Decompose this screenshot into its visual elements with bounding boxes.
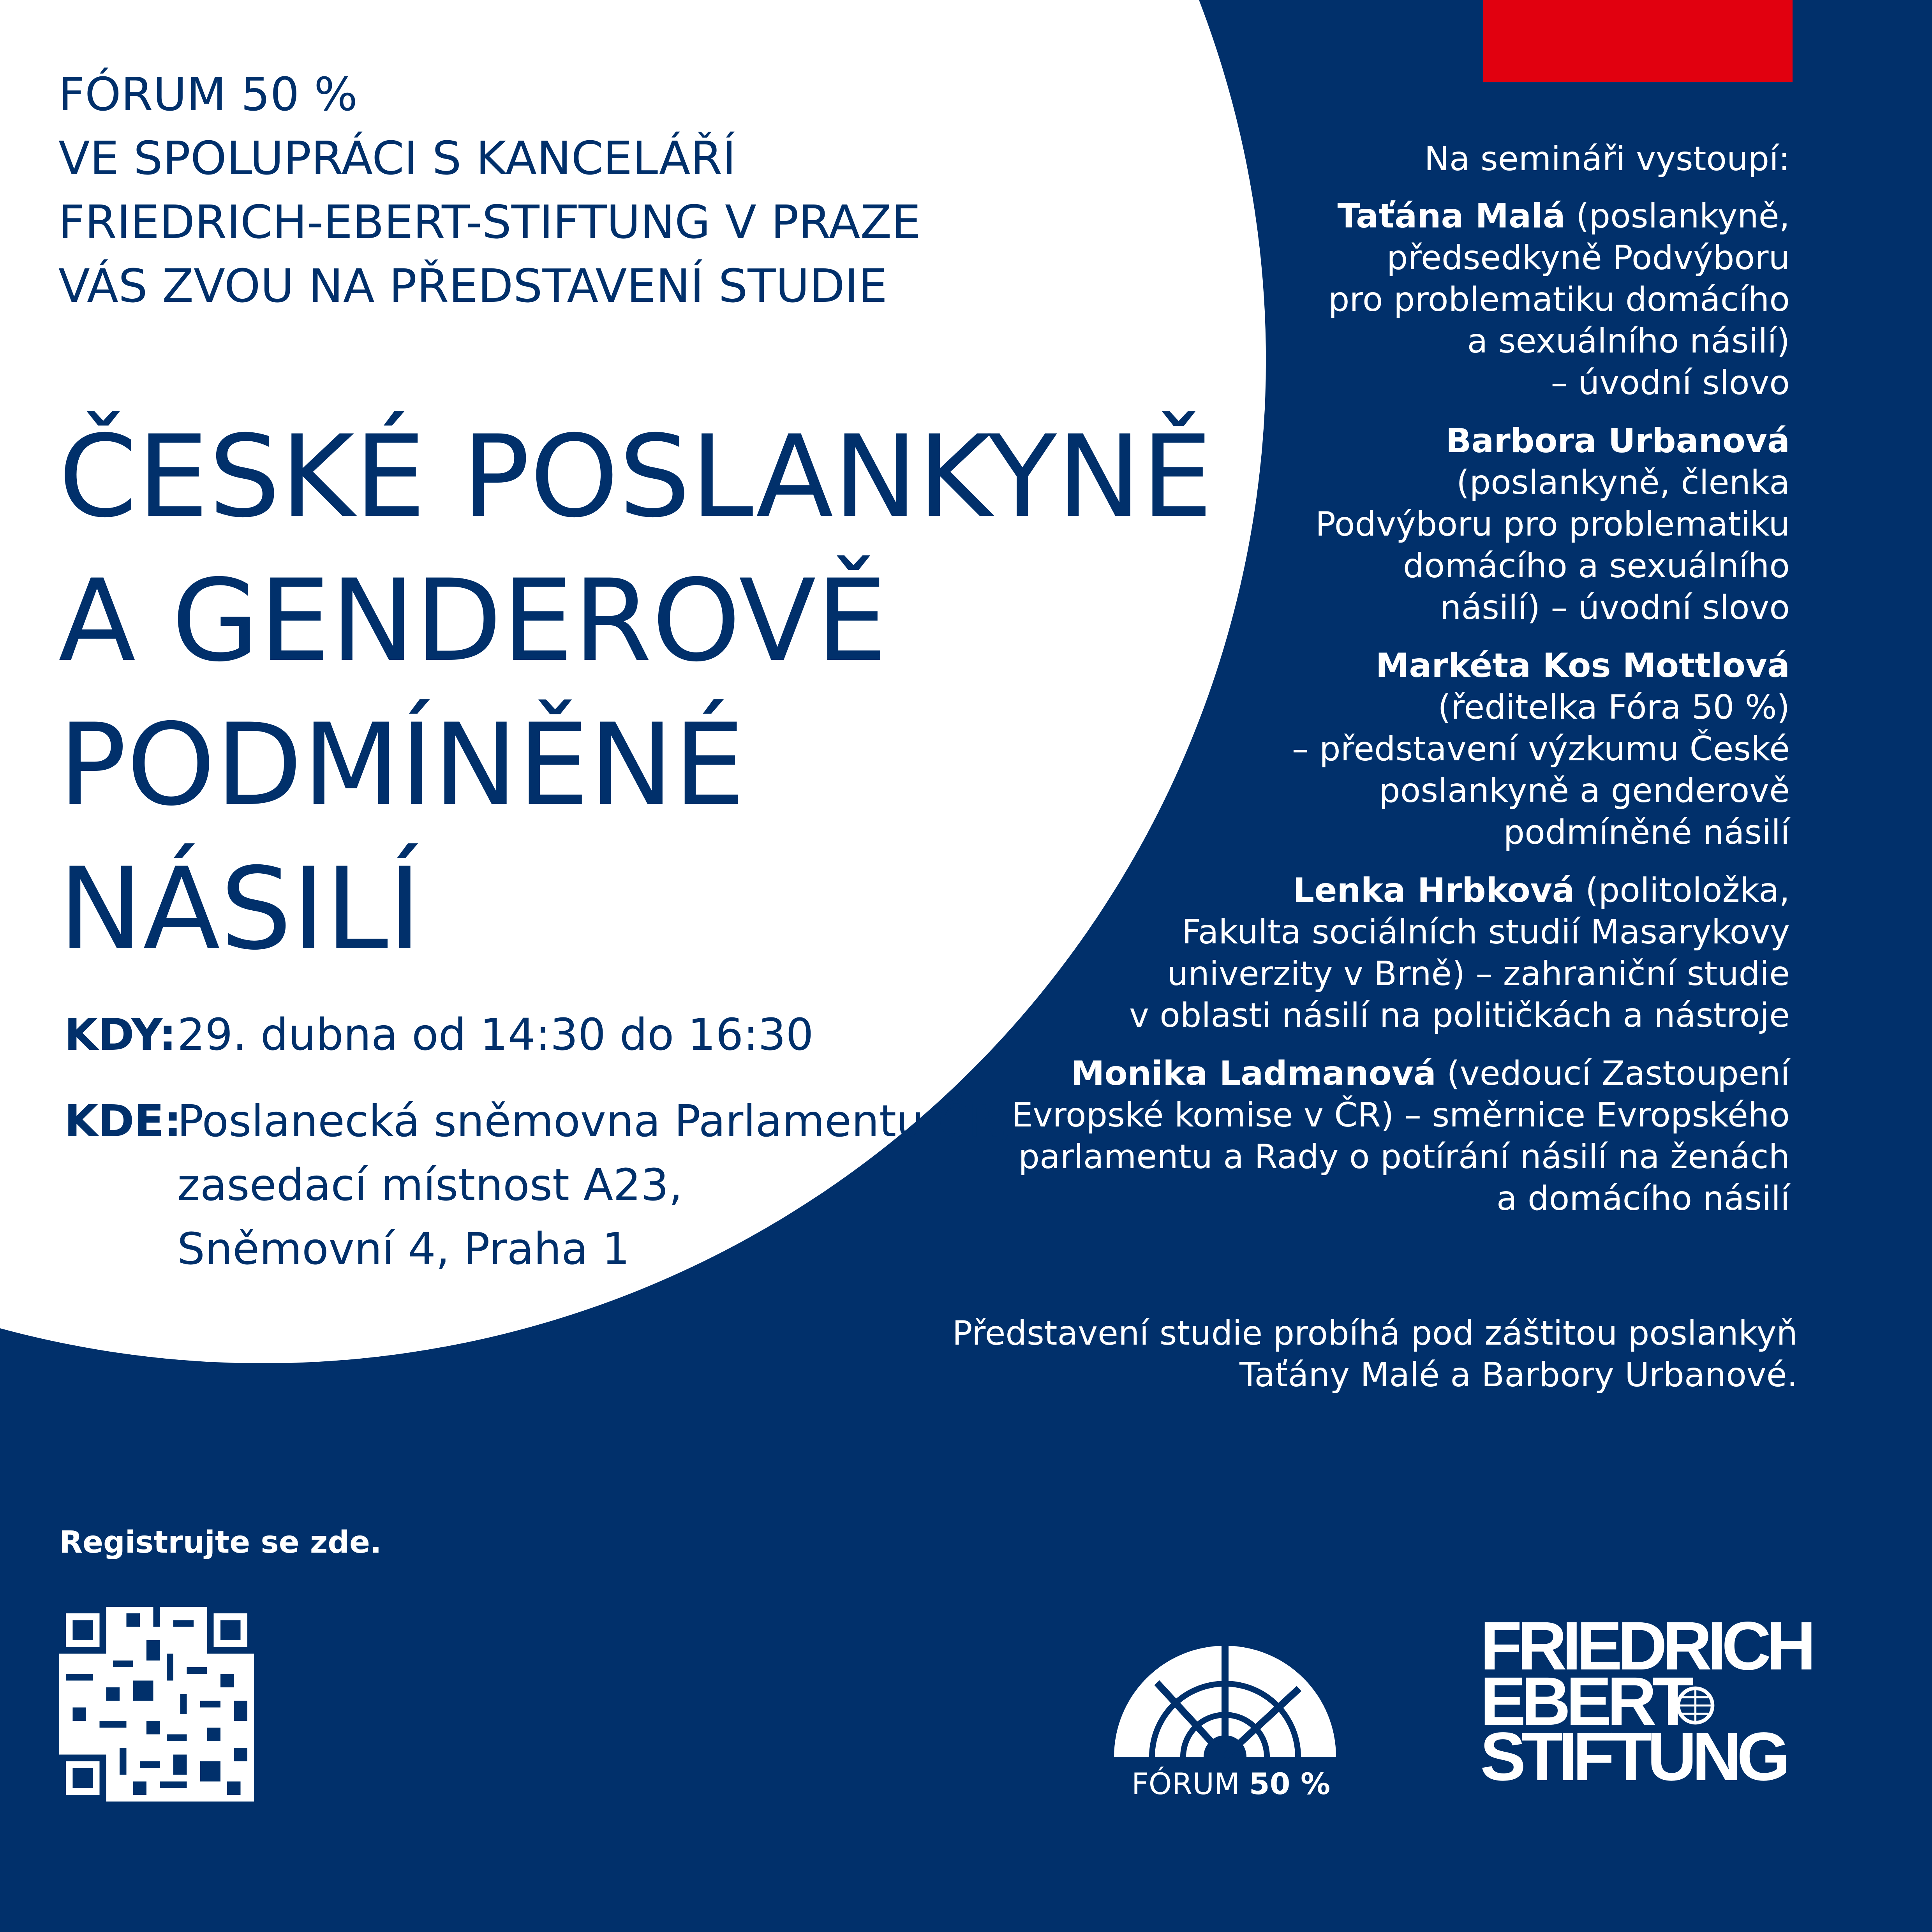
speaker-detail: poslankyně a genderově (1379, 771, 1790, 810)
forum-logo-text (1132, 1766, 1330, 1801)
forum-logo-word: FÓRUM (1132, 1766, 1240, 1801)
register-link[interactable]: zde. (310, 1525, 382, 1560)
speaker-detail: pro problematiku domácího (1328, 280, 1790, 319)
speaker-first-line (855, 870, 1790, 911)
where-line: Sněmovní 4, Praha 1 (177, 1224, 630, 1274)
when-value: 29. dubna od 14:30 do 16:30 (177, 1010, 814, 1060)
red-accent-bar (1483, 0, 1793, 82)
speaker-item (855, 196, 1790, 404)
intro-line: FRIEDRICH-EBERT-STIFTUNG V PRAZE (58, 195, 921, 249)
speakers-heading: Na semináři vystoupí: (1424, 139, 1790, 178)
speaker-item (855, 420, 1790, 629)
speaker-detail: – úvodní slovo (1551, 363, 1790, 402)
speaker-detail: násilí) – úvodní slovo (1440, 588, 1790, 627)
where-label: KDE: (64, 1096, 182, 1147)
speaker-detail: (ředitelka Fóra 50 %) (1438, 688, 1790, 727)
fes-logo (1480, 1608, 1812, 1795)
speaker-first-line (855, 420, 1790, 462)
forum-logo-number: 50 % (1249, 1766, 1331, 1801)
speaker-first-line (855, 1053, 1790, 1095)
fes-logo-line: FRIEDRICH (1480, 1608, 1812, 1684)
speaker-detail: a domácího násilí (1496, 1179, 1790, 1218)
speaker-detail: Evropské komise v ČR) – směrnice Evropského (1012, 1096, 1790, 1135)
speaker-name: Markéta Kos Mottlová (1375, 646, 1790, 685)
speaker-detail: v oblasti násilí na političkách a nástroje (1129, 996, 1790, 1035)
speaker-detail: – představení výzkumu České (1292, 730, 1790, 769)
speaker-detail: předsedkyně Podvýboru (1386, 238, 1790, 277)
speaker-item (855, 645, 1790, 853)
speaker-name: Monika Ladmanová (1071, 1054, 1436, 1093)
speaker-first-line (855, 196, 1790, 237)
speaker-detail: domácího a sexuálního (1403, 546, 1790, 585)
fes-logo-line: EBERT (1480, 1663, 1689, 1740)
title-line: NÁSILÍ (58, 844, 422, 975)
title-line: A GENDEROVĚ (58, 555, 888, 687)
speakers-list (855, 138, 1790, 1236)
speaker-detail: (poslankyně, členka (1456, 463, 1790, 502)
qr-code-icon[interactable] (59, 1607, 254, 1802)
speaker-detail: (poslankyně, (1565, 197, 1790, 236)
speaker-detail: a sexuálního násilí) (1467, 322, 1790, 361)
speaker-detail: parlamentu a Rady o potírání násilí na ženách (1018, 1137, 1790, 1176)
speaker-detail: (vedoucí Zastoupení (1436, 1054, 1790, 1093)
intro-text (58, 62, 921, 318)
where-line: zasedací místnost A23, (177, 1160, 683, 1211)
fes-logo-line: STIFTUNG (1480, 1719, 1786, 1795)
speaker-item (855, 1053, 1790, 1220)
speaker-detail: univerzity v Brně) – zahraniční studie (1167, 954, 1790, 993)
speaker-detail: Fakulta sociálních studií Masarykovy (1182, 913, 1790, 952)
speaker-detail: podmíněné násilí (1503, 813, 1790, 852)
speaker-name: Barbora Urbanová (1445, 421, 1790, 460)
patronage-line: Představení studie probíhá pod záštitou poslankyň (952, 1314, 1798, 1353)
title-line: ČESKÉ POSLANKYNĚ (58, 411, 1213, 543)
intro-line: VE SPOLUPRÁCI S KANCELÁŘÍ (58, 131, 736, 185)
speaker-item (855, 870, 1790, 1037)
speaker-first-line (855, 645, 1790, 687)
where-line: Poslanecká sněmovna Parlamentu ČR, (177, 1096, 1013, 1147)
intro-line: FÓRUM 50 % (58, 67, 358, 121)
register-text (59, 1525, 382, 1560)
patronage-note (785, 1313, 1798, 1396)
register-prefix: Registrujte se (59, 1525, 310, 1560)
speaker-name: Lenka Hrbková (1293, 871, 1575, 910)
speaker-name: Taťána Malá (1337, 197, 1565, 236)
globe-icon (1675, 1685, 1716, 1726)
when-label: KDY: (64, 1010, 176, 1060)
title-line: PODMÍNĚNÉ (58, 700, 745, 831)
patronage-line: Taťány Malé a Barbory Urbanové. (1239, 1356, 1798, 1394)
speaker-detail: Podvýboru pro problematiku (1315, 505, 1790, 544)
intro-line: VÁS ZVOU NA PŘEDSTAVENÍ STUDIE (58, 259, 888, 313)
speaker-detail: (politoložka, (1574, 871, 1790, 910)
